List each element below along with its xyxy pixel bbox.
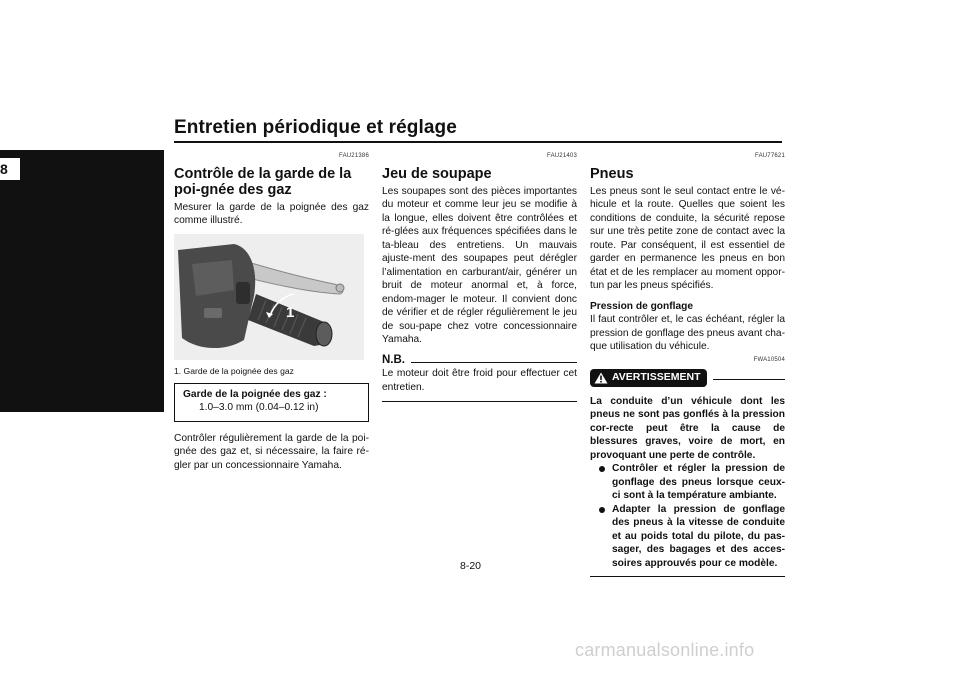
- section-code: FAU77621: [755, 153, 785, 159]
- warning-list-item: [590, 462, 785, 503]
- nb-text: Le moteur doit être froid pour effectuer cet entretien.: [382, 368, 577, 393]
- handlebar-drawing: [174, 234, 364, 360]
- nb-rule: [411, 362, 577, 363]
- warning-rule: [713, 379, 785, 380]
- warning-bottom-rule: [590, 576, 785, 577]
- figure-callout-1: 1: [286, 303, 295, 321]
- nb-label: N.B.: [382, 353, 405, 366]
- spec-title: Garde de la poignée des gaz :: [183, 388, 327, 400]
- section-heading: Contrôle de la garde de la poi-gnée des gaz: [174, 165, 352, 198]
- section-body: Contrôler régulièrement la garde de la poi-gnée des gaz et, si nécessaire, la faire ré-gler par un concessionnaire Yamaha.: [174, 432, 369, 471]
- warning-item-text: Contrôler et régler la pression de gonflage des pneus lorsque ceux-ci sont à la température ambiante.: [612, 463, 785, 501]
- warning-code: FWA10504: [753, 356, 785, 363]
- header-rule: [174, 141, 782, 143]
- spec-value: 1.0–3.0 mm (0.04–0.12 in): [199, 402, 319, 413]
- sub-body: Il faut contrôler et, le cas échéant, régler la pression de gonflage des pneus avant cha-que utilisation du véhicule.: [590, 314, 785, 352]
- figure-caption: 1. Garde de la poignée des gaz: [174, 365, 294, 376]
- section-intro: Mesurer la garde de la poignée des gaz comme illustré.: [174, 201, 369, 226]
- warning-badge: [590, 369, 707, 387]
- warning-label: AVERTISSEMENT: [612, 371, 701, 383]
- spec-box: [174, 383, 369, 422]
- column-valves: [382, 150, 577, 402]
- nb-bottom-rule: [382, 401, 577, 402]
- nb-header: [382, 354, 577, 368]
- throttle-grip-illustration: [174, 234, 364, 360]
- warning-item-text: Adapter la pression de gonflage des pneus à la vitesse de conduite et au poids total du pilote, du pas-sager, des bagages et des acces-soires approuvés pour ce modèle.: [612, 503, 785, 569]
- chapter-tab: [0, 150, 164, 412]
- bullet-icon: [599, 507, 605, 513]
- section-body: Les pneus sont le seul contact entre le vé-hicule et la route. Quelles que soient les conditions de conduite, la sécurité repose sur une très petite zone de contact avec la route. Par conséquent, il est essentiel de garder en permanence les pneus en bon état et de les remplacer au moment oppor-tun par les pneus spécifiés.: [590, 185, 785, 291]
- warning-triangle-icon: [594, 372, 608, 384]
- section-body: Les soupapes sont des pièces importantes du moteur et comme leur jeu se modifie à la longue, elles doivent être contrôlées et ré-glées aux fréquences spécifiées dans le ta-bleau des entretiens. Un mauvais ajuste-ment des soupapes peut dérégler l’alimentation en carburant/air, générer un bruit de moteur anormal et, à force, endom-mager le moteur. Il convient donc de vérifier et de régler régulièrement le jeu de sou-pape chez votre concessionnaire Yamaha.: [382, 185, 577, 345]
- page-header-title: Entretien périodique et réglage: [174, 117, 457, 138]
- warning-list: [590, 462, 785, 570]
- section-code: FAU21403: [547, 153, 577, 159]
- chapter-number: 8: [0, 158, 20, 180]
- warning-text: La conduite d’un véhicule dont les pneus ne sont pas gonflés à la pression cor-recte peut être la cause de blessures graves, voire de mort, en provoquant une perte de contrôle.: [590, 395, 785, 461]
- warning-header: [590, 369, 785, 387]
- column-tires: [590, 150, 785, 577]
- warning-list-item: [590, 503, 785, 571]
- bullet-icon: [599, 466, 605, 472]
- section-code: FAU21386: [339, 153, 369, 159]
- section-heading: Pneus: [590, 165, 634, 182]
- page-number: 8-20: [460, 560, 482, 572]
- column-throttle: [174, 150, 369, 472]
- subheading: Pression de gonflage: [590, 300, 694, 312]
- watermark: carmanualsonline.info: [575, 640, 755, 660]
- section-heading: Jeu de soupape: [382, 165, 492, 182]
